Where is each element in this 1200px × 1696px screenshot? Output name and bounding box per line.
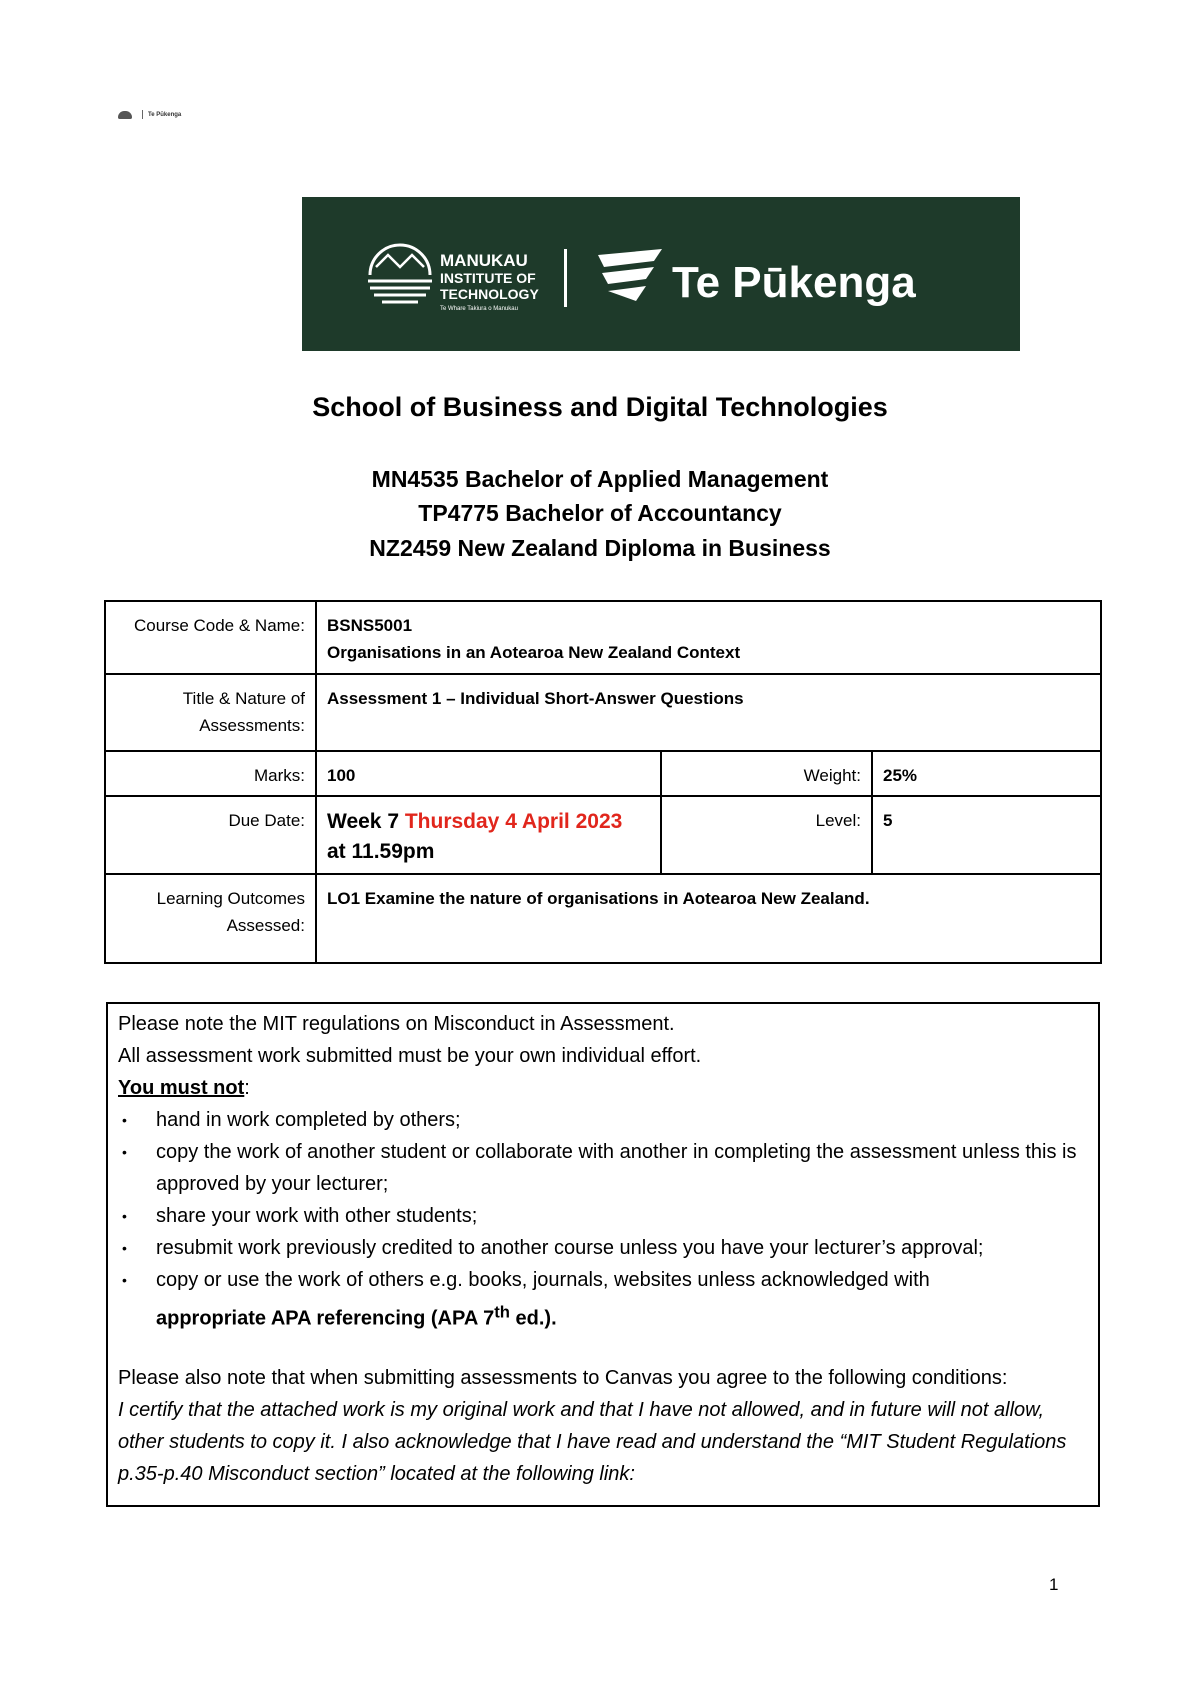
mit-emblem-icon	[368, 245, 432, 302]
notice-line1: Please note the MIT regulations on Misconduct in Assessment.	[118, 1013, 675, 1035]
list-item-text: hand in work completed by others;	[156, 1109, 461, 1131]
list-item	[118, 1200, 1088, 1232]
mit-name-line3: TECHNOLOGY	[440, 286, 539, 302]
apa-referencing: appropriate APA referencing (APA 7	[156, 1307, 495, 1330]
page-number: 1	[1049, 1575, 1059, 1594]
assessment-info-table	[104, 600, 1102, 964]
header-logo	[118, 110, 181, 119]
bullet-icon: •	[122, 1144, 127, 1160]
must-not-list	[118, 1104, 1088, 1335]
misconduct-notice	[106, 1002, 1100, 1507]
mit-name-line2: INSTITUTE OF	[440, 270, 536, 286]
list-item	[118, 1264, 1088, 1335]
mit-tagline: Te Whare Takiura o Manukau	[440, 306, 518, 312]
weight-label: Weight:	[661, 751, 872, 796]
lo-value: LO1 Examine the nature of organisations in Aotearoa New Zealand.	[316, 874, 1101, 963]
te-pukenga-emblem-icon	[598, 249, 662, 301]
school-title: School of Business and Digital Technologies	[312, 392, 888, 422]
must-not-heading	[118, 1072, 1088, 1104]
course-value	[316, 601, 1101, 674]
lo-label: Learning Outcomes Assessed:	[105, 874, 316, 963]
marks-value: 100	[316, 751, 661, 796]
bullet-icon: •	[122, 1208, 127, 1224]
list-item	[118, 1232, 1088, 1264]
bullet-icon: •	[122, 1272, 127, 1288]
certification-statement: I certify that the attached work is my original work and that I have not allowed, and in future will not allow, other students to copy it. I also acknowledge that I have read and understand the “MIT Student Regulations p.35-p.40 Misconduct section” located at the following link:	[118, 1398, 1067, 1485]
list-item-text: resubmit work previously credited to another course unless you have your lecturer’s approval;	[156, 1237, 984, 1259]
apa-edition-end: ed.).	[509, 1307, 557, 1330]
notice-line2: All assessment work submitted must be your own individual effort.	[118, 1045, 702, 1067]
level-label: Level:	[661, 796, 872, 874]
banner-logos	[302, 197, 1020, 351]
header-logo-right-text: Te Pūkenga	[148, 111, 182, 118]
mit-name-line1: MANUKAU	[440, 251, 528, 270]
banner-divider	[564, 249, 567, 307]
title-value: Assessment 1 – Individual Short-Answer Questions	[316, 674, 1101, 751]
mit-logo-icon	[118, 111, 132, 119]
due-week: Week 7	[327, 810, 399, 833]
marks-label: Marks:	[105, 751, 316, 796]
also-note: Please also note that when submitting assessments to Canvas you agree to the following conditions:	[118, 1366, 1008, 1389]
te-pukenga-wordmark: Te Pūkenga	[672, 258, 916, 307]
title-label: Title & Nature of Assessments:	[105, 674, 316, 751]
programme-1: MN4535 Bachelor of Applied Management	[371, 466, 829, 492]
programme-3: NZ2459 New Zealand Diploma in Business	[369, 535, 831, 561]
list-item-text: copy or use the work of others e.g. books, journals, websites unless acknowledged with	[156, 1269, 930, 1291]
programme-2: TP4775 Bachelor of Accountancy	[418, 500, 782, 526]
list-item-text: copy the work of another student or collaborate with another in completing the assessment unless this is approved by your lecturer;	[156, 1141, 1077, 1195]
list-item	[118, 1104, 1088, 1136]
due-value	[316, 796, 661, 874]
bullet-icon: •	[122, 1240, 127, 1256]
bullet-icon: •	[122, 1112, 127, 1128]
apa-edition-sup: th	[494, 1302, 510, 1321]
course-label: Course Code & Name:	[105, 601, 316, 674]
must-not-colon: :	[244, 1077, 250, 1099]
level-value: 5	[872, 796, 1101, 874]
list-item-text: share your work with other students;	[156, 1205, 478, 1227]
must-not-text: You must not	[118, 1077, 245, 1099]
course-name: Organisations in an Aotearoa New Zealand Context	[327, 643, 741, 662]
institution-banner	[302, 197, 1020, 351]
due-label: Due Date:	[105, 796, 316, 874]
list-item	[118, 1136, 1088, 1200]
weight-value: 25%	[872, 751, 1101, 796]
due-date: Thursday 4 April 2023	[404, 810, 623, 833]
logo-divider	[142, 110, 143, 119]
due-time: at 11.59pm	[327, 840, 435, 863]
course-code: BSNS5001	[327, 616, 413, 635]
